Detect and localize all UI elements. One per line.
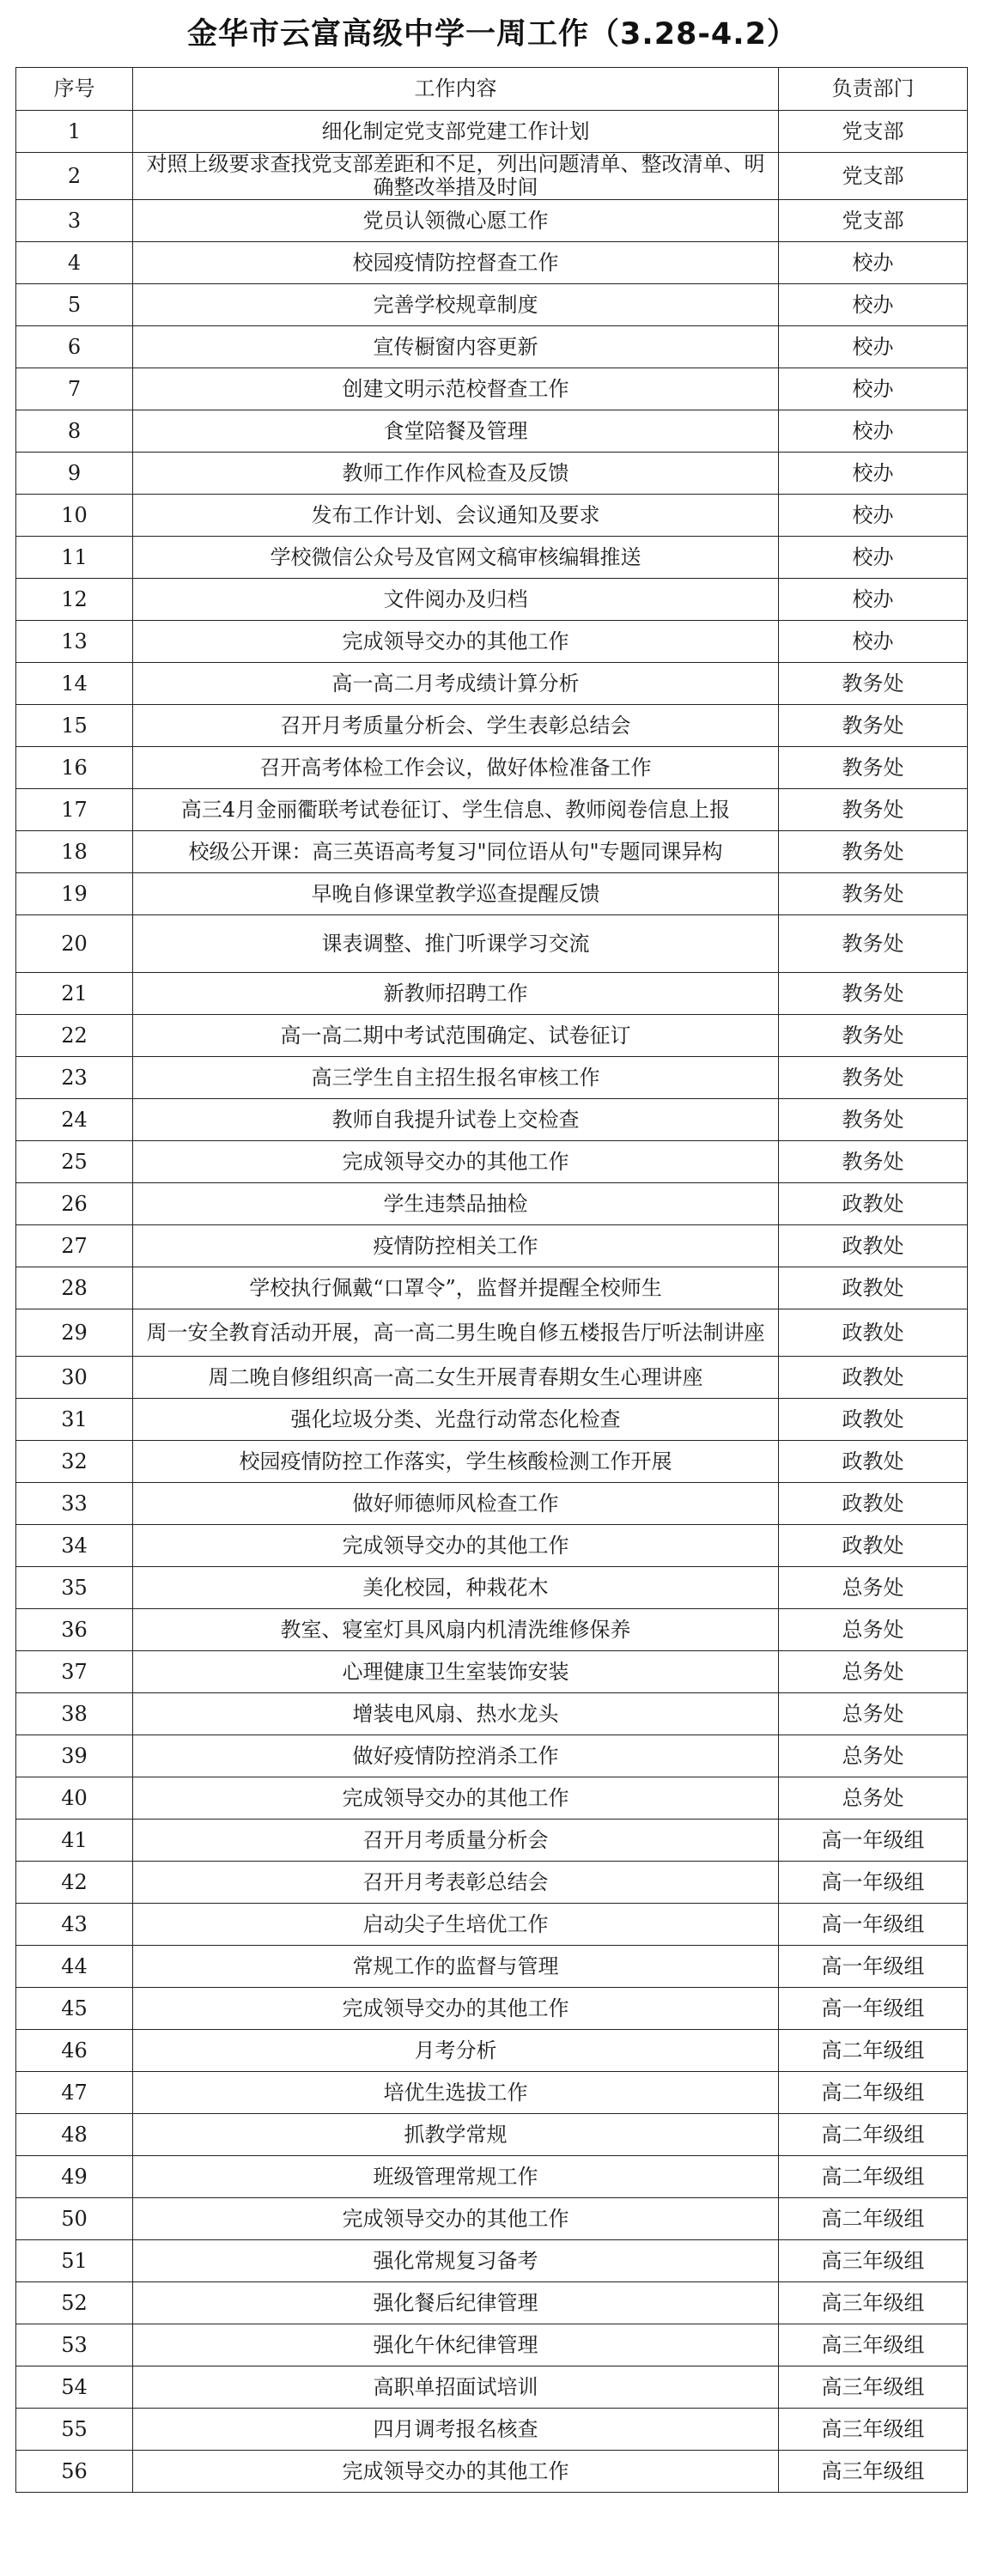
- row-dept-cell: 教务处: [779, 663, 968, 705]
- row-dept-cell: 教务处: [779, 915, 968, 973]
- row-dept-cell: 校办: [779, 453, 968, 495]
- table-row: [16, 1525, 968, 1567]
- row-content-cell: 周一安全教育活动开展，高一高二男生晚自修五楼报告厅听法制讲座: [133, 1309, 779, 1357]
- row-dept-cell: 校办: [779, 579, 968, 621]
- row-content-cell: 新教师招聘工作: [133, 973, 779, 1015]
- row-content-cell: 完成领导交办的其他工作: [133, 2451, 779, 2493]
- row-seq-cell: 4: [16, 242, 133, 284]
- row-seq-cell: 38: [16, 1693, 133, 1735]
- table-row: [16, 2030, 968, 2072]
- table-row: [16, 495, 968, 537]
- table-row: [16, 915, 968, 973]
- row-seq-cell: 24: [16, 1099, 133, 1141]
- row-content-cell: 高一高二期中考试范围确定、试卷征订: [133, 1015, 779, 1057]
- row-dept-cell: 校办: [779, 368, 968, 410]
- table-row: [16, 747, 968, 789]
- table-row: [16, 326, 968, 368]
- table-row: [16, 2324, 968, 2366]
- row-dept-cell: 校办: [779, 537, 968, 579]
- row-seq-cell: 46: [16, 2030, 133, 2072]
- table-row: [16, 242, 968, 284]
- row-dept-cell: 高一年级组: [779, 1988, 968, 2030]
- row-content-cell: 四月调考报名核查: [133, 2409, 779, 2451]
- row-seq-cell: 27: [16, 1225, 133, 1267]
- row-dept-cell: 教务处: [779, 973, 968, 1015]
- row-seq-cell: 33: [16, 1483, 133, 1525]
- row-seq-cell: 40: [16, 1777, 133, 1820]
- table-row: [16, 410, 968, 453]
- row-content-cell: 教师自我提升试卷上交检查: [133, 1099, 779, 1141]
- row-dept-cell: 总务处: [779, 1609, 968, 1651]
- row-seq-cell: 10: [16, 495, 133, 537]
- row-dept-cell: 总务处: [779, 1567, 968, 1609]
- table-row: [16, 1777, 968, 1820]
- row-content-cell: 培优生选拔工作: [133, 2072, 779, 2114]
- row-content-cell: 课表调整、推门听课学习交流: [133, 915, 779, 973]
- table-row: [16, 2409, 968, 2451]
- row-seq-cell: 34: [16, 1525, 133, 1567]
- row-dept-cell: 教务处: [779, 705, 968, 747]
- table-row: [16, 200, 968, 242]
- row-seq-cell: 21: [16, 973, 133, 1015]
- row-content-cell: 创建文明示范校督查工作: [133, 368, 779, 410]
- row-content-cell: 高一高二月考成绩计算分析: [133, 663, 779, 705]
- row-seq-cell: 50: [16, 2198, 133, 2240]
- row-seq-cell: 54: [16, 2366, 133, 2409]
- row-dept-cell: 高二年级组: [779, 2156, 968, 2198]
- row-content-cell: 学校微信公众号及官网文稿审核编辑推送: [133, 537, 779, 579]
- row-content-cell: 抓教学常规: [133, 2114, 779, 2156]
- row-dept-cell: 高一年级组: [779, 1946, 968, 1988]
- row-seq-cell: 3: [16, 200, 133, 242]
- row-dept-cell: 高二年级组: [779, 2198, 968, 2240]
- row-dept-cell: 政教处: [779, 1183, 968, 1225]
- table-row: [16, 2240, 968, 2282]
- row-dept-cell: 高三年级组: [779, 2409, 968, 2451]
- header-seq: 序号: [16, 68, 133, 111]
- row-dept-cell: 校办: [779, 621, 968, 663]
- row-seq-cell: 29: [16, 1309, 133, 1357]
- row-seq-cell: 17: [16, 789, 133, 831]
- row-content-cell: 文件阅办及归档: [133, 579, 779, 621]
- row-content-cell: 完成领导交办的其他工作: [133, 2198, 779, 2240]
- row-content-cell: 教师工作作风检查及反馈: [133, 453, 779, 495]
- row-seq-cell: 18: [16, 831, 133, 873]
- row-dept-cell: 高三年级组: [779, 2282, 968, 2324]
- row-dept-cell: 高三年级组: [779, 2451, 968, 2493]
- table-row: [16, 1399, 968, 1441]
- row-dept-cell: 党支部: [779, 200, 968, 242]
- row-content-cell: 宣传橱窗内容更新: [133, 326, 779, 368]
- row-content-cell: 强化垃圾分类、光盘行动常态化检查: [133, 1399, 779, 1441]
- header-content: 工作内容: [133, 68, 779, 111]
- row-dept-cell: 政教处: [779, 1225, 968, 1267]
- row-content-cell: 早晚自修课堂教学巡查提醒反馈: [133, 873, 779, 915]
- row-content-cell: 班级管理常规工作: [133, 2156, 779, 2198]
- table-row: [16, 1735, 968, 1777]
- row-content-cell: 高职单招面试培训: [133, 2366, 779, 2409]
- row-seq-cell: 41: [16, 1820, 133, 1862]
- row-seq-cell: 42: [16, 1862, 133, 1904]
- row-seq-cell: 23: [16, 1057, 133, 1099]
- row-content-cell: 召开月考质量分析会: [133, 1820, 779, 1862]
- row-seq-cell: 26: [16, 1183, 133, 1225]
- row-seq-cell: 11: [16, 537, 133, 579]
- row-seq-cell: 30: [16, 1357, 133, 1399]
- row-seq-cell: 12: [16, 579, 133, 621]
- row-dept-cell: 高一年级组: [779, 1820, 968, 1862]
- table-row: [16, 111, 968, 153]
- table-row: [16, 1309, 968, 1357]
- row-content-cell: 疫情防控相关工作: [133, 1225, 779, 1267]
- table-row: [16, 1988, 968, 2030]
- table-row: [16, 1225, 968, 1267]
- row-seq-cell: 52: [16, 2282, 133, 2324]
- row-dept-cell: 高一年级组: [779, 1862, 968, 1904]
- row-content-cell: 强化常规复习备考: [133, 2240, 779, 2282]
- row-dept-cell: 总务处: [779, 1693, 968, 1735]
- row-seq-cell: 14: [16, 663, 133, 705]
- row-seq-cell: 45: [16, 1988, 133, 2030]
- row-seq-cell: 7: [16, 368, 133, 410]
- row-content-cell: 完成领导交办的其他工作: [133, 1777, 779, 1820]
- table-row: [16, 2366, 968, 2409]
- row-content-cell: 党员认领微心愿工作: [133, 200, 779, 242]
- row-seq-cell: 25: [16, 1141, 133, 1183]
- row-dept-cell: 高三年级组: [779, 2240, 968, 2282]
- row-seq-cell: 20: [16, 915, 133, 973]
- row-seq-cell: 1: [16, 111, 133, 153]
- row-dept-cell: 政教处: [779, 1399, 968, 1441]
- row-seq-cell: 47: [16, 2072, 133, 2114]
- table-row: [16, 831, 968, 873]
- row-dept-cell: 党支部: [779, 153, 968, 200]
- row-dept-cell: 教务处: [779, 789, 968, 831]
- row-content-cell: 美化校园，种栽花木: [133, 1567, 779, 1609]
- row-dept-cell: 教务处: [779, 747, 968, 789]
- row-seq-cell: 53: [16, 2324, 133, 2366]
- table-row: [16, 2198, 968, 2240]
- work-schedule-table: [15, 67, 968, 2493]
- table-row: [16, 368, 968, 410]
- table-row: [16, 1693, 968, 1735]
- row-dept-cell: 高二年级组: [779, 2072, 968, 2114]
- row-seq-cell: 51: [16, 2240, 133, 2282]
- table-row: [16, 1183, 968, 1225]
- table-row: [16, 1483, 968, 1525]
- row-content-cell: 完成领导交办的其他工作: [133, 1988, 779, 2030]
- table-body: [16, 111, 968, 2493]
- table-row: [16, 1567, 968, 1609]
- row-dept-cell: 政教处: [779, 1483, 968, 1525]
- row-seq-cell: 35: [16, 1567, 133, 1609]
- row-seq-cell: 5: [16, 284, 133, 326]
- table-row: [16, 453, 968, 495]
- row-seq-cell: 44: [16, 1946, 133, 1988]
- row-seq-cell: 6: [16, 326, 133, 368]
- page-title: 金华市云富高级中学一周工作（3.28-4.2）: [187, 17, 798, 52]
- row-content-cell: 周二晚自修组织高一高二女生开展青春期女生心理讲座: [133, 1357, 779, 1399]
- row-content-cell: 食堂陪餐及管理: [133, 410, 779, 453]
- row-dept-cell: 党支部: [779, 111, 968, 153]
- table-row: [16, 1609, 968, 1651]
- row-dept-cell: 政教处: [779, 1357, 968, 1399]
- table-row: [16, 1057, 968, 1099]
- header-dept: 负责部门: [779, 68, 968, 111]
- table-row: [16, 2114, 968, 2156]
- row-dept-cell: 政教处: [779, 1309, 968, 1357]
- table-row: [16, 705, 968, 747]
- table-row: [16, 621, 968, 663]
- row-content-cell: 对照上级要求查找党支部差距和不足，列出问题清单、整改清单、明确整改举措及时间: [133, 153, 779, 200]
- table-row: [16, 1820, 968, 1862]
- row-content-cell: 完成领导交办的其他工作: [133, 621, 779, 663]
- row-content-cell: 细化制定党支部党建工作计划: [133, 111, 779, 153]
- row-dept-cell: 政教处: [779, 1525, 968, 1567]
- row-content-cell: 发布工作计划、会议通知及要求: [133, 495, 779, 537]
- row-dept-cell: 高一年级组: [779, 1904, 968, 1946]
- row-content-cell: 校级公开课：高三英语高考复习"同位语从句"专题同课异构: [133, 831, 779, 873]
- row-content-cell: 召开高考体检工作会议，做好体检准备工作: [133, 747, 779, 789]
- row-seq-cell: 13: [16, 621, 133, 663]
- row-dept-cell: 政教处: [779, 1441, 968, 1483]
- row-dept-cell: 高三年级组: [779, 2366, 968, 2409]
- row-content-cell: 心理健康卫生室装饰安装: [133, 1651, 779, 1693]
- row-dept-cell: 高三年级组: [779, 2324, 968, 2366]
- row-dept-cell: 总务处: [779, 1735, 968, 1777]
- row-dept-cell: 高二年级组: [779, 2114, 968, 2156]
- table-row: [16, 284, 968, 326]
- row-content-cell: 召开月考质量分析会、学生表彰总结会: [133, 705, 779, 747]
- row-seq-cell: 37: [16, 1651, 133, 1693]
- row-seq-cell: 31: [16, 1399, 133, 1441]
- row-content-cell: 做好师德师风检查工作: [133, 1483, 779, 1525]
- row-dept-cell: 高二年级组: [779, 2030, 968, 2072]
- row-dept-cell: 总务处: [779, 1651, 968, 1693]
- table-row: [16, 789, 968, 831]
- table-row: [16, 873, 968, 915]
- table-row: [16, 2072, 968, 2114]
- row-seq-cell: 39: [16, 1735, 133, 1777]
- row-content-cell: 月考分析: [133, 2030, 779, 2072]
- row-dept-cell: 校办: [779, 284, 968, 326]
- table-row: [16, 1267, 968, 1309]
- row-content-cell: 学校执行佩戴“口罩令”，监督并提醒全校师生: [133, 1267, 779, 1309]
- table-row: [16, 1904, 968, 1946]
- row-seq-cell: 16: [16, 747, 133, 789]
- row-dept-cell: 政教处: [779, 1267, 968, 1309]
- row-dept-cell: 教务处: [779, 1141, 968, 1183]
- table-header-row: [16, 68, 968, 111]
- row-seq-cell: 36: [16, 1609, 133, 1651]
- row-seq-cell: 19: [16, 873, 133, 915]
- row-dept-cell: 总务处: [779, 1777, 968, 1820]
- row-content-cell: 校园疫情防控工作落实，学生核酸检测工作开展: [133, 1441, 779, 1483]
- table-row: [16, 1141, 968, 1183]
- row-seq-cell: 43: [16, 1904, 133, 1946]
- row-content-cell: 完成领导交办的其他工作: [133, 1141, 779, 1183]
- row-content-cell: 完成领导交办的其他工作: [133, 1525, 779, 1567]
- row-content-cell: 教室、寝室灯具风扇内机清洗维修保养: [133, 1609, 779, 1651]
- row-seq-cell: 22: [16, 1015, 133, 1057]
- row-dept-cell: 教务处: [779, 1015, 968, 1057]
- row-content-cell: 学生违禁品抽检: [133, 1183, 779, 1225]
- table-row: [16, 579, 968, 621]
- table-row: [16, 2451, 968, 2493]
- table-row: [16, 1357, 968, 1399]
- row-seq-cell: 32: [16, 1441, 133, 1483]
- table-row: [16, 1015, 968, 1057]
- row-content-cell: 强化餐后纪律管理: [133, 2282, 779, 2324]
- table-row: [16, 537, 968, 579]
- row-dept-cell: 校办: [779, 326, 968, 368]
- row-seq-cell: 9: [16, 453, 133, 495]
- row-seq-cell: 15: [16, 705, 133, 747]
- table-row: [16, 1862, 968, 1904]
- row-seq-cell: 55: [16, 2409, 133, 2451]
- row-content-cell: 校园疫情防控督查工作: [133, 242, 779, 284]
- row-seq-cell: 48: [16, 2114, 133, 2156]
- row-content-cell: 高三4月金丽衢联考试卷征订、学生信息、教师阅卷信息上报: [133, 789, 779, 831]
- row-seq-cell: 28: [16, 1267, 133, 1309]
- table-row: [16, 1946, 968, 1988]
- table-row: [16, 1099, 968, 1141]
- row-content-cell: 增装电风扇、热水龙头: [133, 1693, 779, 1735]
- row-dept-cell: 校办: [779, 242, 968, 284]
- row-dept-cell: 教务处: [779, 1099, 968, 1141]
- table-row: [16, 973, 968, 1015]
- table-row: [16, 2156, 968, 2198]
- table-row: [16, 1651, 968, 1693]
- row-dept-cell: 教务处: [779, 873, 968, 915]
- row-seq-cell: 49: [16, 2156, 133, 2198]
- row-content-cell: 强化午休纪律管理: [133, 2324, 779, 2366]
- table-row: [16, 153, 968, 200]
- row-content-cell: 做好疫情防控消杀工作: [133, 1735, 779, 1777]
- row-seq-cell: 8: [16, 410, 133, 453]
- row-dept-cell: 教务处: [779, 1057, 968, 1099]
- row-content-cell: 高三学生自主招生报名审核工作: [133, 1057, 779, 1099]
- row-content-cell: 召开月考表彰总结会: [133, 1862, 779, 1904]
- row-seq-cell: 56: [16, 2451, 133, 2493]
- table-row: [16, 2282, 968, 2324]
- row-content-cell: 常规工作的监督与管理: [133, 1946, 779, 1988]
- row-content-cell: 完善学校规章制度: [133, 284, 779, 326]
- row-dept-cell: 校办: [779, 495, 968, 537]
- table-row: [16, 1441, 968, 1483]
- row-content-cell: 启动尖子生培优工作: [133, 1904, 779, 1946]
- row-seq-cell: 2: [16, 153, 133, 200]
- row-dept-cell: 教务处: [779, 831, 968, 873]
- row-dept-cell: 校办: [779, 410, 968, 453]
- table-row: [16, 663, 968, 705]
